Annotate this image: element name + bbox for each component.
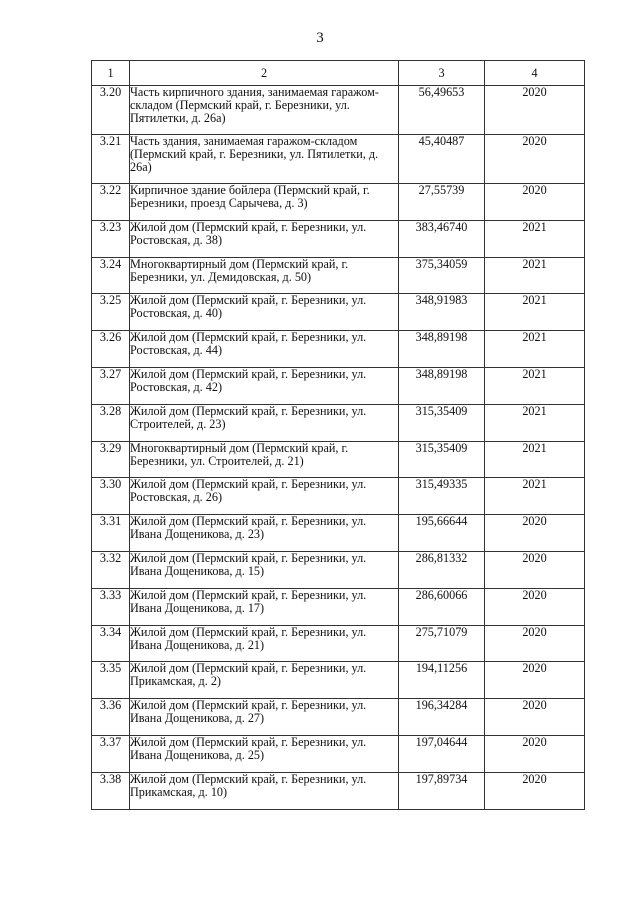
row-year: 2021 <box>485 441 585 478</box>
table-row <box>92 220 585 257</box>
row-number: 3.31 <box>92 515 130 552</box>
row-area-value: 315,49335 <box>399 478 485 515</box>
table-row <box>92 478 585 515</box>
row-description: Жилой дом (Пермский край, г. Березники, ул. Строителей, д. 23) <box>130 404 399 441</box>
row-description: Жилой дом (Пермский край, г. Березники, ул. Ростовская, д. 42) <box>130 367 399 404</box>
table-row <box>92 772 585 809</box>
row-area-value: 348,89198 <box>399 367 485 404</box>
row-description: Жилой дом (Пермский край, г. Березники, ул. Ивана Дощеникова, д. 23) <box>130 515 399 552</box>
table-row <box>92 135 585 184</box>
row-year: 2020 <box>485 662 585 699</box>
row-year: 2021 <box>485 404 585 441</box>
row-year: 2021 <box>485 294 585 331</box>
row-year: 2020 <box>485 551 585 588</box>
row-description: Многоквартирный дом (Пермский край, г. Березники, ул. Демидовская, д. 50) <box>130 257 399 294</box>
row-area-value: 348,91983 <box>399 294 485 331</box>
row-description: Жилой дом (Пермский край, г. Березники, ул. Ивана Дощеникова, д. 15) <box>130 551 399 588</box>
table-row <box>92 662 585 699</box>
row-area-value: 45,40487 <box>399 135 485 184</box>
row-description: Жилой дом (Пермский край, г. Березники, ул. Ростовская, д. 44) <box>130 331 399 368</box>
row-number: 3.38 <box>92 772 130 809</box>
table-row <box>92 86 585 135</box>
row-number: 3.20 <box>92 86 130 135</box>
header-col-4: 4 <box>485 61 585 86</box>
row-area-value: 197,89734 <box>399 772 485 809</box>
table-row <box>92 588 585 625</box>
row-year: 2020 <box>485 588 585 625</box>
row-description: Жилой дом (Пермский край, г. Березники, ул. Ивана Дощеникова, д. 17) <box>130 588 399 625</box>
row-number: 3.26 <box>92 331 130 368</box>
row-area-value: 56,49653 <box>399 86 485 135</box>
row-description: Жилой дом (Пермский край, г. Березники, ул. Ивана Дощеникова, д. 25) <box>130 735 399 772</box>
row-description: Часть здания, занимаемая гаражом-складом (Пермский край, г. Березники, ул. Пятилетки, д. 26а) <box>130 135 399 184</box>
row-year: 2020 <box>485 86 585 135</box>
row-area-value: 195,66644 <box>399 515 485 552</box>
row-description: Жилой дом (Пермский край, г. Березники, ул. Прикамская, д. 2) <box>130 662 399 699</box>
row-number: 3.32 <box>92 551 130 588</box>
table-row <box>92 367 585 404</box>
table-row <box>92 331 585 368</box>
row-number: 3.35 <box>92 662 130 699</box>
row-year: 2021 <box>485 220 585 257</box>
row-area-value: 27,55739 <box>399 184 485 221</box>
row-year: 2021 <box>485 257 585 294</box>
row-description: Жилой дом (Пермский край, г. Березники, ул. Прикамская, д. 10) <box>130 772 399 809</box>
table-body <box>92 86 585 810</box>
property-table <box>91 60 585 810</box>
row-area-value: 315,35409 <box>399 404 485 441</box>
row-year: 2020 <box>485 625 585 662</box>
table-row <box>92 184 585 221</box>
table-row <box>92 735 585 772</box>
row-number: 3.37 <box>92 735 130 772</box>
row-area-value: 275,71079 <box>399 625 485 662</box>
row-number: 3.22 <box>92 184 130 221</box>
row-area-value: 383,46740 <box>399 220 485 257</box>
row-number: 3.28 <box>92 404 130 441</box>
row-number: 3.21 <box>92 135 130 184</box>
row-area-value: 194,11256 <box>399 662 485 699</box>
table-row <box>92 257 585 294</box>
row-description: Жилой дом (Пермский край, г. Березники, ул. Ивана Дощеникова, д. 21) <box>130 625 399 662</box>
table-row <box>92 625 585 662</box>
row-number: 3.27 <box>92 367 130 404</box>
row-area-value: 197,04644 <box>399 735 485 772</box>
page-number: 3 <box>316 30 324 46</box>
row-number: 3.24 <box>92 257 130 294</box>
row-description: Кирпичное здание бойлера (Пермский край, г. Березники, проезд Сарычева, д. 3) <box>130 184 399 221</box>
row-description: Часть кирпичного здания, занимаемая гаражом-складом (Пермский край, г. Березники, ул. Пятилетки, д. 26а) <box>130 86 399 135</box>
row-year: 2021 <box>485 367 585 404</box>
table-row <box>92 699 585 736</box>
table-row <box>92 294 585 331</box>
row-year: 2020 <box>485 735 585 772</box>
row-number: 3.36 <box>92 699 130 736</box>
row-area-value: 286,60066 <box>399 588 485 625</box>
row-description: Жилой дом (Пермский край, г. Березники, ул. Ростовская, д. 38) <box>130 220 399 257</box>
table-row <box>92 404 585 441</box>
table-row <box>92 441 585 478</box>
row-number: 3.23 <box>92 220 130 257</box>
row-number: 3.25 <box>92 294 130 331</box>
header-col-2: 2 <box>130 61 399 86</box>
row-number: 3.34 <box>92 625 130 662</box>
table-row <box>92 515 585 552</box>
row-number: 3.30 <box>92 478 130 515</box>
row-area-value: 315,35409 <box>399 441 485 478</box>
header-col-1: 1 <box>92 61 130 86</box>
row-year: 2020 <box>485 772 585 809</box>
header-col-3: 3 <box>399 61 485 86</box>
row-description: Жилой дом (Пермский край, г. Березники, ул. Ивана Дощеникова, д. 27) <box>130 699 399 736</box>
row-description: Жилой дом (Пермский край, г. Березники, ул. Ростовская, д. 26) <box>130 478 399 515</box>
row-description: Жилой дом (Пермский край, г. Березники, ул. Ростовская, д. 40) <box>130 294 399 331</box>
table-row <box>92 551 585 588</box>
row-area-value: 196,34284 <box>399 699 485 736</box>
row-number: 3.33 <box>92 588 130 625</box>
table-header-row <box>92 61 585 86</box>
row-number: 3.29 <box>92 441 130 478</box>
row-area-value: 286,81332 <box>399 551 485 588</box>
row-year: 2021 <box>485 331 585 368</box>
row-area-value: 375,34059 <box>399 257 485 294</box>
row-description: Многоквартирный дом (Пермский край, г. Березники, ул. Строителей, д. 21) <box>130 441 399 478</box>
row-year: 2020 <box>485 699 585 736</box>
row-year: 2021 <box>485 478 585 515</box>
row-area-value: 348,89198 <box>399 331 485 368</box>
row-year: 2020 <box>485 135 585 184</box>
row-year: 2020 <box>485 515 585 552</box>
row-year: 2020 <box>485 184 585 221</box>
